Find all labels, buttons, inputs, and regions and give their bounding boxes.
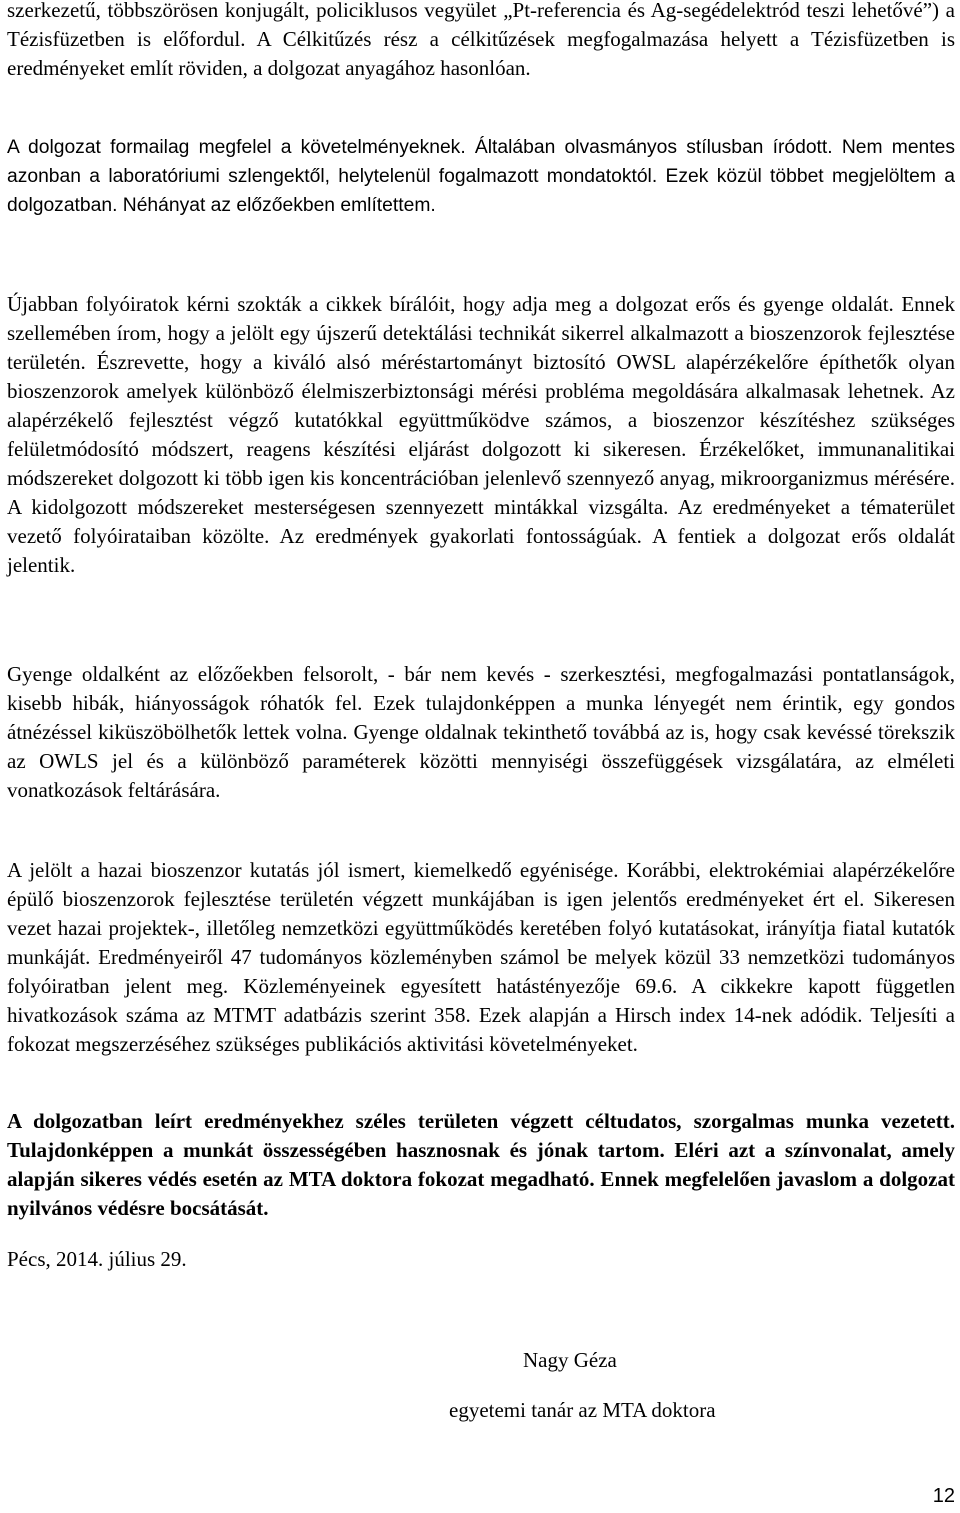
paragraph-recommendation: A dolgozatban leírt eredményekhez széles területen végzett céltudatos, szorgalmas munka vezetett. Tulajdonképpen a munkát összességében hasznosnak és jónak tartom. Eléri azt a színvonalat, amely alapján sikeres védés esetén az MTA doktora fokozat megadható. Ennek megfelelően javaslom a dolgozat nyilvános védésre bocsátását. xyxy=(7,1109,955,1220)
place-date: Pécs, 2014. július 29. xyxy=(7,1247,187,1271)
paragraph-form-and-style: A dolgozat formailag megfelel a követelményeknek. Általában olvasmányos stílusban íródott. Nem mentes azonban a laboratóriumi szlengektől, helytelenül fogalmazott mondatoktól. Ezek közül többet megjelöltem a dolgozatban. Néhányat az előzőekben említettem. xyxy=(7,137,955,216)
signature-title: egyetemi tanár az MTA doktora xyxy=(449,1398,716,1422)
paragraph-candidate-profile: A jelölt a hazai bioszenzor kutatás jól ismert, kiemelkedő egyénisége. Korábbi, elektrokémiai alapérzékelőre épülő bioszenzorok fejlesztése területén végzett munkájában is igen jelentős eredményeket ért el. Sikeresen vezet hazai projektek-, illetőleg nemzetközi együttműködés keretében folyó kutatásokat, irányítja fiatal kutatók munkáját. Eredményeiről 47 tudományos közleményben számol be melyek közül 33 nemzetközi tudományos folyóiratban jelent meg. Közleményeinek egyesített hatástényezője 69.6. A cikkekre kapott független hivatkozások száma az MTMT adatbázis szerint 358. Ezek alapján a Hirsch index 14-nek adódik. Teljesíti a fokozat megszerzéséhez szükséges publikációs aktivitási követelményeket. xyxy=(7,858,955,1056)
paragraph-thesis-summary: szerkezetű, többszörösen konjugált, policiklusos vegyület „Pt-referencia és Ag-segédelektród teszi lehetővé”) a Tézisfüzetben is előfordul. A Célkitűzés rész a célkitűzések megfogalmazása helyett a Tézisfüzetben is eredményeket említ röviden, a dolgozat anyagához hasonlóan. xyxy=(7,0,955,80)
page-number: 12 xyxy=(932,1485,955,1507)
paragraph-strengths: Újabban folyóiratok kérni szokták a cikkek bírálóit, hogy adja meg a dolgozat erős és gyenge oldalát. Ennek szellemében írom, hogy a jelölt egy újszerű detektálási technikát sikerrel alkalmazott a bioszenzorok fejlesztése területén. Észrevette, hogy a kiváló alsó méréstartományt biztosító OWSL alapérzékelőre építhetők olyan bioszenzorok amelyek különböző élelmiszerbiztonsági mérési probléma megoldására alkalmasak lehetnek. Az alapérzékelő fejlesztést végző kutatókkal együttműködve számos, a bioszenzor készítéshez szükséges felületmódosító módszert, reagens készítési eljárást dolgozott ki sikeresen. Érzékelőket, immunanalitikai módszereket dolgozott ki több igen kis koncentrációban jelenlevő szennyező anyag, mikroorganizmus mérésére. A kidolgozott módszereket mesterségesen szennyezett mintákkal vizsgálta. Az eredményeket a tématerület vezető folyóirataiban közölte. Az eredmények gyakorlati fontosságúak. A fentiek a dolgozat erős oldalát jelentik. xyxy=(7,292,955,577)
signature-name: Nagy Géza xyxy=(523,1348,617,1372)
paragraph-weaknesses: Gyenge oldalként az előzőekben felsorolt, - bár nem kevés - szerkesztési, megfogalmazási pontatlanságok, kisebb hibák, hiányosságok róhatók fel. Ezek tulajdonképpen a munka lényegét nem érintik, egy gondos átnézéssel kiküszöbölhetők lettek volna. Gyenge oldalnak tekinthető továbbá az is, hogy csak kevéssé törekszik az OWLS jel és a különböző paraméterek közötti mennyiségi összefüggések vizsgálatára, az elméleti vonatkozások feltárására. xyxy=(7,662,955,802)
